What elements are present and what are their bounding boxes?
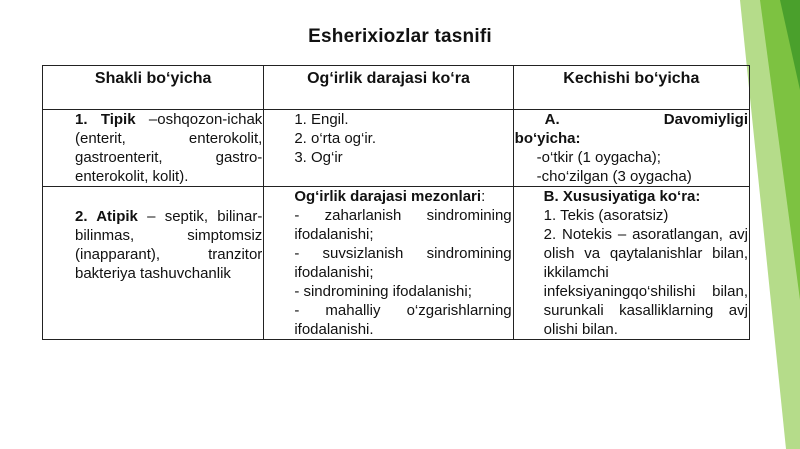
features-item-2: 2. Notekis – asoratlangan, avj olish va qaytalanishlar bilan, ikkilamchi infeksiyaningqo‘shilishi bilan, surunkali kasalliklarning avj olishi bilan. (543, 226, 748, 338)
cell-severity-criteria (264, 187, 513, 340)
cell-duration (513, 110, 749, 187)
severity-item-1: 1. Engil. (294, 111, 349, 128)
criteria-head: Og‘irlik darajasi mezonlari: (294, 188, 486, 205)
duration-item-2: -cho‘zilgan (3 oygacha) (536, 168, 692, 185)
duration-head-a: A. (544, 111, 560, 128)
typical-label: 1. Tipik (75, 111, 136, 128)
cell-severity-levels (264, 110, 513, 187)
duration-head-c: bo‘yicha: (514, 130, 581, 147)
slide-title: Esherixiozlar tasnifi (308, 26, 492, 47)
header-row (43, 66, 750, 110)
atypical-text: – septik, bilinar-bilinmas, simptomsiz (inapparant), tranzitor bakteriya tashuvchanlik (75, 208, 263, 282)
severity-item-3: 3. Og‘ir (294, 149, 343, 166)
table-row (43, 110, 750, 187)
criteria-item-3: - sindromining ifodalanishi; (294, 283, 472, 300)
atypical-label: 2. Atipik (75, 208, 138, 225)
cell-atypical (43, 187, 264, 340)
cell-features (513, 187, 749, 340)
severity-item-2: 2. o‘rta og‘ir. (294, 130, 377, 147)
criteria-item-1: - zaharlanish sindromining ifodalanishi; (294, 207, 512, 243)
cell-typical (43, 110, 264, 187)
typical-text: –oshqozon-ichak (enterit, enterokolit, gastroenterit, gastro-enterokolit, kolit). (75, 111, 263, 185)
duration-item-1: -o‘tkir (1 oygacha); (536, 149, 661, 166)
duration-head-b: Davomiyligi (663, 111, 748, 128)
features-head: B. Xususiyatiga ko‘ra: (543, 188, 701, 205)
criteria-item-2: - suvsizlanish sindromining ifodalanishi; (294, 245, 512, 281)
table-row (43, 187, 750, 340)
classification-table (42, 65, 750, 340)
header-shape: Shakli bo‘yicha (43, 66, 264, 110)
features-item-1: 1. Tekis (asoratsiz) (543, 207, 669, 224)
header-severity: Og‘irlik darajasi ko‘ra (264, 66, 513, 110)
criteria-item-4: - mahalliy o‘zgarishlarning ifodalanishi. (294, 302, 512, 338)
header-course: Kechishi bo‘yicha (513, 66, 749, 110)
